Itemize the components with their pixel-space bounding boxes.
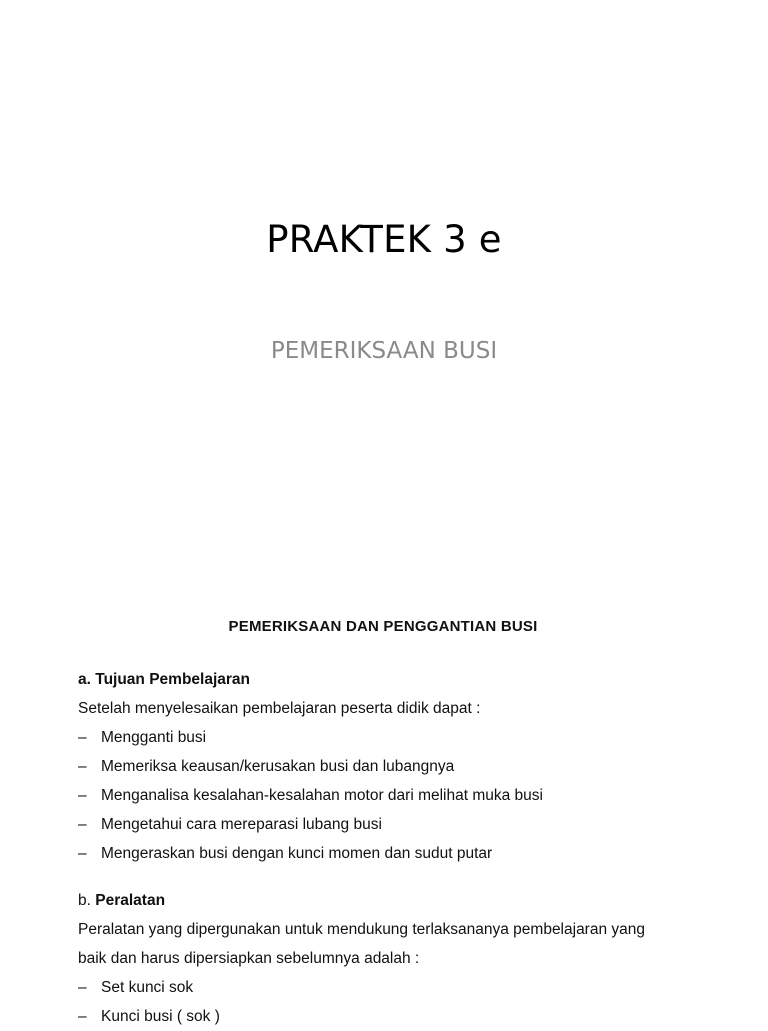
list-item-text: Mengganti busi	[101, 729, 207, 746]
dash-bullet: –	[78, 845, 87, 862]
list-item	[78, 1002, 758, 1031]
slide-title: PRAKTEK 3 e	[266, 218, 502, 261]
list-item-text: Mengeraskan busi dengan kunci momen dan sudut putar	[101, 845, 493, 862]
list-item-text: Mengetahui cara mereparasi lubang busi	[101, 816, 382, 833]
section-b-letter: b.	[78, 892, 91, 909]
dash-bullet: –	[78, 979, 87, 996]
list-item-text: Kunci busi ( sok )	[101, 1008, 220, 1025]
list-item-text: Menganalisa kesalahan-kesalahan motor dari melihat muka busi	[101, 787, 543, 804]
dash-bullet: –	[78, 758, 87, 775]
section-b-intro-line1: Peralatan yang dipergunakan untuk mendukung terlaksananya pembelajaran yang	[78, 921, 646, 938]
list-item	[78, 810, 758, 839]
section-a-heading: Tujuan Pembelajaran	[95, 671, 251, 688]
list-item	[78, 839, 758, 868]
section-a-letter: a.	[78, 671, 91, 688]
dash-bullet: –	[78, 1008, 87, 1025]
document-heading: PEMERIKSAAN DAN PENGGANTIAN BUSI	[228, 618, 538, 635]
list-item-text: Set kunci sok	[101, 979, 194, 996]
slide-subtitle: PEMERIKSAAN BUSI	[270, 338, 498, 364]
section-b-title	[78, 886, 758, 915]
list-item	[78, 752, 758, 781]
list-item	[78, 973, 758, 1002]
section-b-heading: Peralatan	[95, 892, 166, 909]
section-a-list	[78, 723, 758, 868]
dash-bullet: –	[78, 787, 87, 804]
list-item	[78, 723, 758, 752]
section-a-intro: Setelah menyelesaikan pembelajaran peserta didik dapat :	[78, 700, 481, 717]
list-item	[78, 781, 758, 810]
document-body	[78, 618, 758, 1031]
list-item-text: Memeriksa keausan/kerusakan busi dan lubangnya	[101, 758, 455, 775]
section-a-title	[78, 665, 758, 694]
section-b-list	[78, 973, 758, 1031]
section-b-intro-line2: baik dan harus dipersiapkan sebelumnya adalah :	[78, 950, 420, 967]
dash-bullet: –	[78, 816, 87, 833]
dash-bullet: –	[78, 729, 87, 746]
